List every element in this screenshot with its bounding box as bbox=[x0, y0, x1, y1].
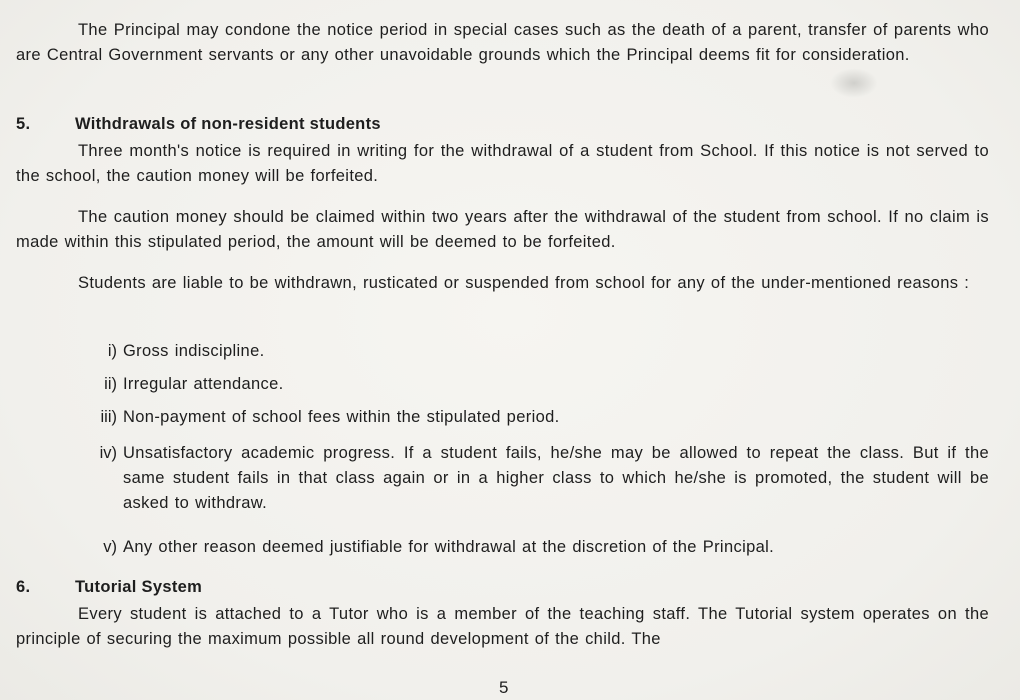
reason-text: Gross indiscipline. bbox=[123, 342, 265, 360]
reason-number: iv) bbox=[99, 444, 117, 462]
reason-number: iii) bbox=[100, 408, 117, 426]
paper-smudge bbox=[830, 68, 878, 98]
reason-number: i) bbox=[107, 342, 117, 360]
page-number: 5 bbox=[499, 678, 509, 697]
reason-text: Non-payment of school fees within the stipulated period. bbox=[123, 408, 560, 426]
reason-text: Unsatisfactory academic progress. If a student fails, he/she may be allowed to repeat the class. But if the same student fails in that class again or in a higher class to which he/she is promoted, the student will be asked to withdraw. bbox=[123, 444, 989, 512]
reason-number: v) bbox=[103, 538, 117, 556]
section-6-heading bbox=[16, 575, 202, 600]
reason-number: ii) bbox=[104, 375, 117, 393]
section-5-paragraph-2: The caution money should be claimed within two years after the withdrawal of the student from school. If no claim is made within this stipulated period, the amount will be deemed to be forfeited. bbox=[16, 208, 989, 251]
section-5-paragraph-3: Students are liable to be withdrawn, rusticated or suspended from school for any of the under-mentioned reasons : bbox=[78, 274, 970, 292]
section-5-heading bbox=[16, 112, 381, 137]
section-6-paragraph-1: Every student is attached to a Tutor who is a member of the teaching staff. The Tutorial system operates on the principle of securing the maximum possible all round development of the child. The bbox=[16, 605, 989, 648]
section-5-number: 5. bbox=[16, 115, 31, 133]
reason-text: Any other reason deemed justifiable for withdrawal at the discretion of the Principal. bbox=[123, 538, 775, 556]
reason-text: Irregular attendance. bbox=[123, 375, 284, 393]
section-6-title: Tutorial System bbox=[75, 578, 203, 596]
section-5-title: Withdrawals of non-resident students bbox=[75, 115, 381, 133]
intro-paragraph: The Principal may condone the notice period in special cases such as the death of a parent, transfer of parents who are Central Government servants or any other unavoidable grounds which the Principal deems fit for consideration. bbox=[16, 21, 989, 64]
section-6-number: 6. bbox=[16, 578, 31, 596]
section-5-paragraph-1: Three month's notice is required in writing for the withdrawal of a student from School. If this notice is not served to the school, the caution money will be forfeited. bbox=[16, 142, 989, 185]
